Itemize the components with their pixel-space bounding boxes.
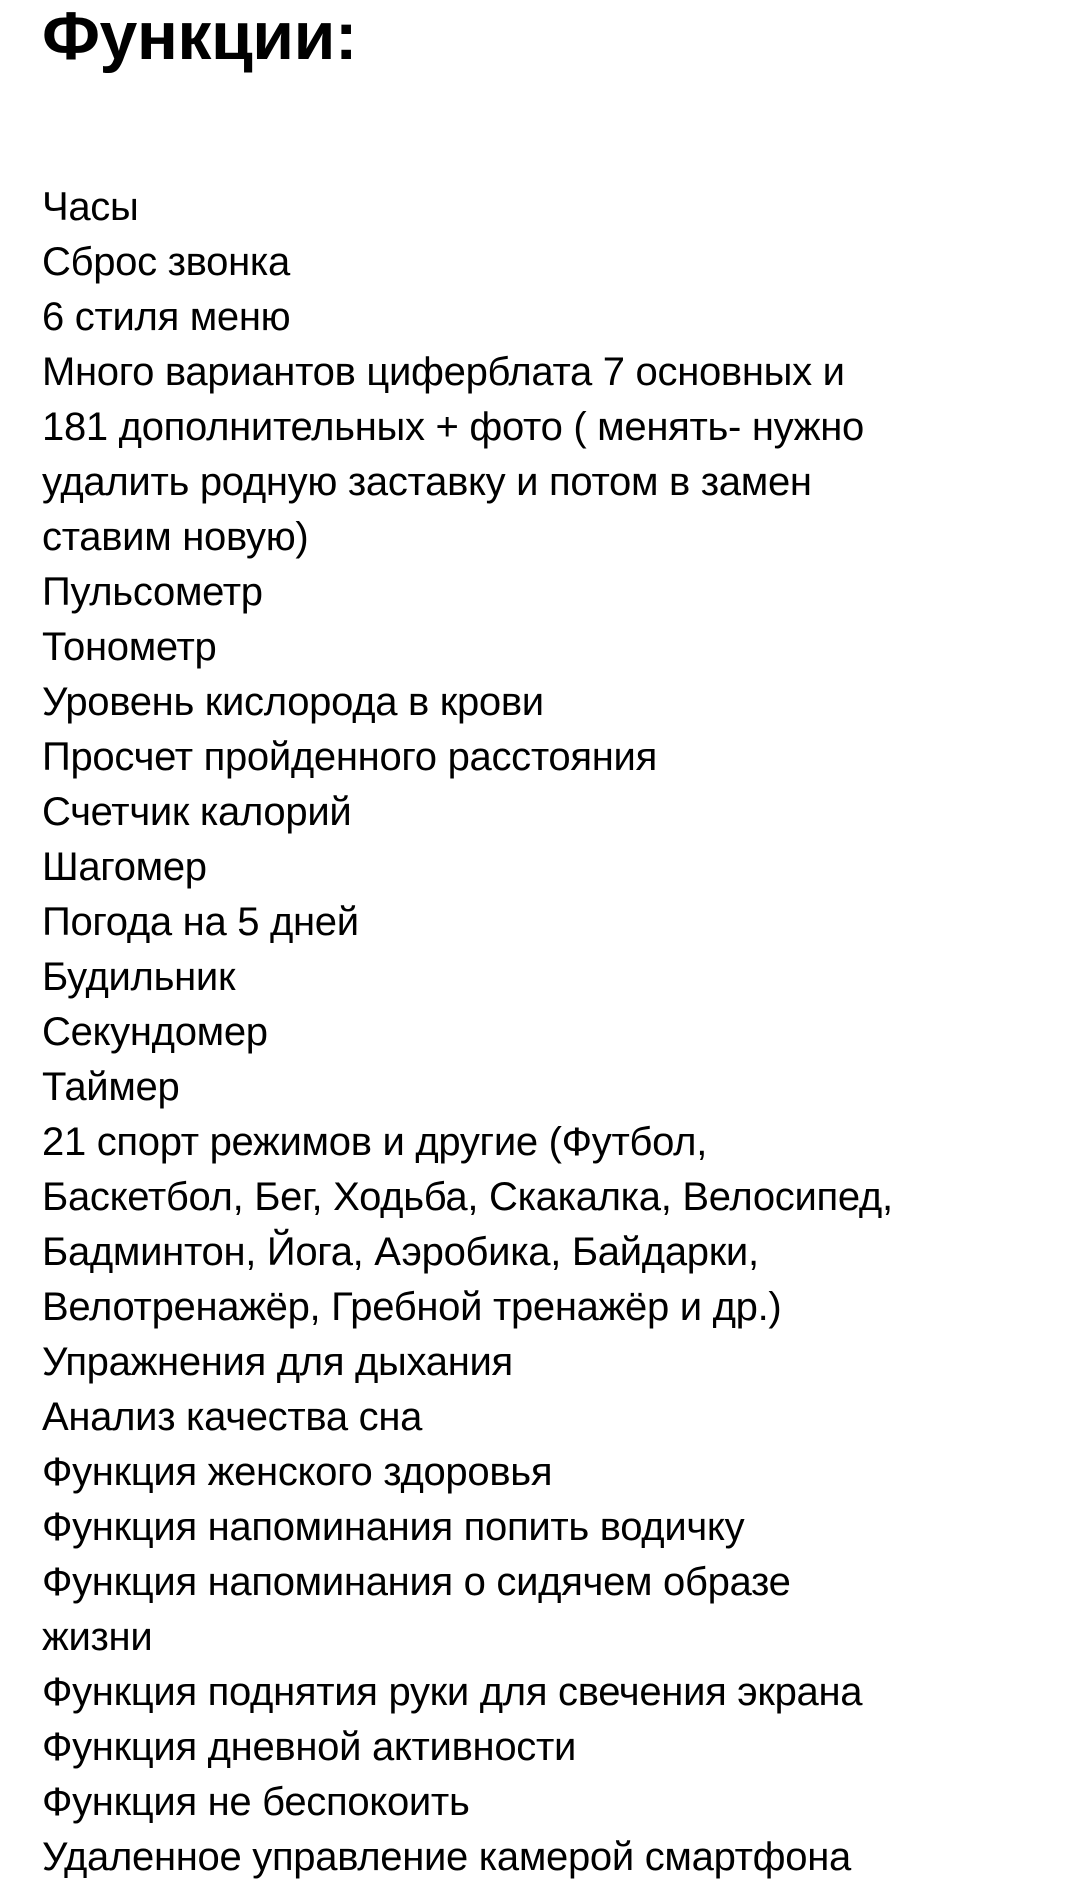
list-item: 21 спорт режимов и другие (Футбол, Баскетбол, Бег, Ходьба, Скакалка, Велосипед, Бадминтон, Йога, Аэробика, Байдарки, Велотренажёр, Гребной тренажёр и др.) <box>42 1120 893 1329</box>
feature-list <box>42 180 1042 1885</box>
list-item: Сброс звонка <box>42 240 290 284</box>
list-item: Пульсометр <box>42 570 263 614</box>
list-item: Удаленное управление камерой смартфона <box>42 1835 851 1879</box>
list-item: Часы <box>42 185 139 229</box>
list-item: Функция женского здоровья <box>42 1450 553 1494</box>
document-page <box>42 0 1042 1879</box>
list-item: Функция напоминания о сидячем образе жизни <box>42 1560 791 1659</box>
list-item: Просчет пройденного расстояния <box>42 735 657 779</box>
list-item: Секундомер <box>42 1010 268 1054</box>
list-item: Функция не беспокоить <box>42 1780 470 1824</box>
list-item: Уровень кислорода в крови <box>42 680 544 724</box>
list-item: Функция поднятия руки для свечения экрана <box>42 1670 863 1714</box>
page-title: Функции: <box>42 0 358 74</box>
list-item: Функция напоминания попить водичку <box>42 1505 745 1549</box>
list-item: Функция дневной активности <box>42 1725 577 1769</box>
list-item: Тонометр <box>42 625 217 669</box>
list-item: Будильник <box>42 955 236 999</box>
list-item: 6 стиля меню <box>42 295 291 339</box>
list-item: Таймер <box>42 1065 180 1109</box>
list-item: Шагомер <box>42 845 207 889</box>
list-item: Много вариантов циферблата 7 основных и 181 дополнительных + фото ( менять- нужно удалить родную заставку и потом в замен ставим новую) <box>42 350 864 559</box>
list-item: Упражнения для дыхания <box>42 1340 513 1384</box>
list-item: Анализ качества сна <box>42 1395 423 1439</box>
list-item: Погода на 5 дней <box>42 900 359 944</box>
list-item: Счетчик калорий <box>42 790 352 834</box>
